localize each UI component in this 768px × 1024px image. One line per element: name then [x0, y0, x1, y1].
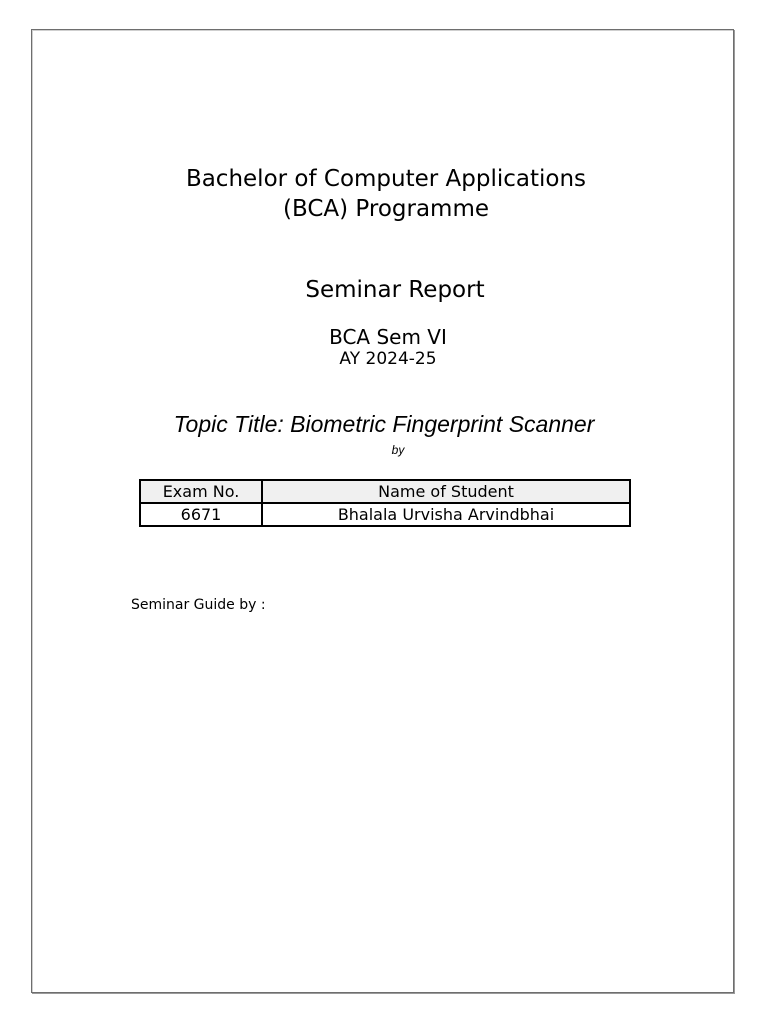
- program-title-line1: Bachelor of Computer Applications: [185, 166, 587, 192]
- report-title: Seminar Report: [305, 277, 485, 303]
- student-table: [139, 479, 631, 527]
- academic-year-label: AY 2024-25: [339, 349, 437, 369]
- program-title-line2: (BCA) Programme: [282, 196, 490, 222]
- header-student-name: Name of Student: [262, 480, 630, 503]
- semester-label: BCA Sem VI: [329, 325, 447, 349]
- seminar-guide-label: Seminar Guide by :: [131, 597, 266, 613]
- topic-title: Topic Title: Biometric Fingerprint Scanner: [173, 411, 595, 437]
- table-header-row: [140, 480, 630, 503]
- by-label: by: [391, 443, 405, 457]
- cell-student-name: Bhalala Urvisha Arvindbhai: [337, 504, 555, 524]
- header-exam-no: Exam No.: [140, 480, 262, 503]
- cell-exam-no: 6671: [140, 503, 262, 526]
- table-row: [140, 503, 630, 526]
